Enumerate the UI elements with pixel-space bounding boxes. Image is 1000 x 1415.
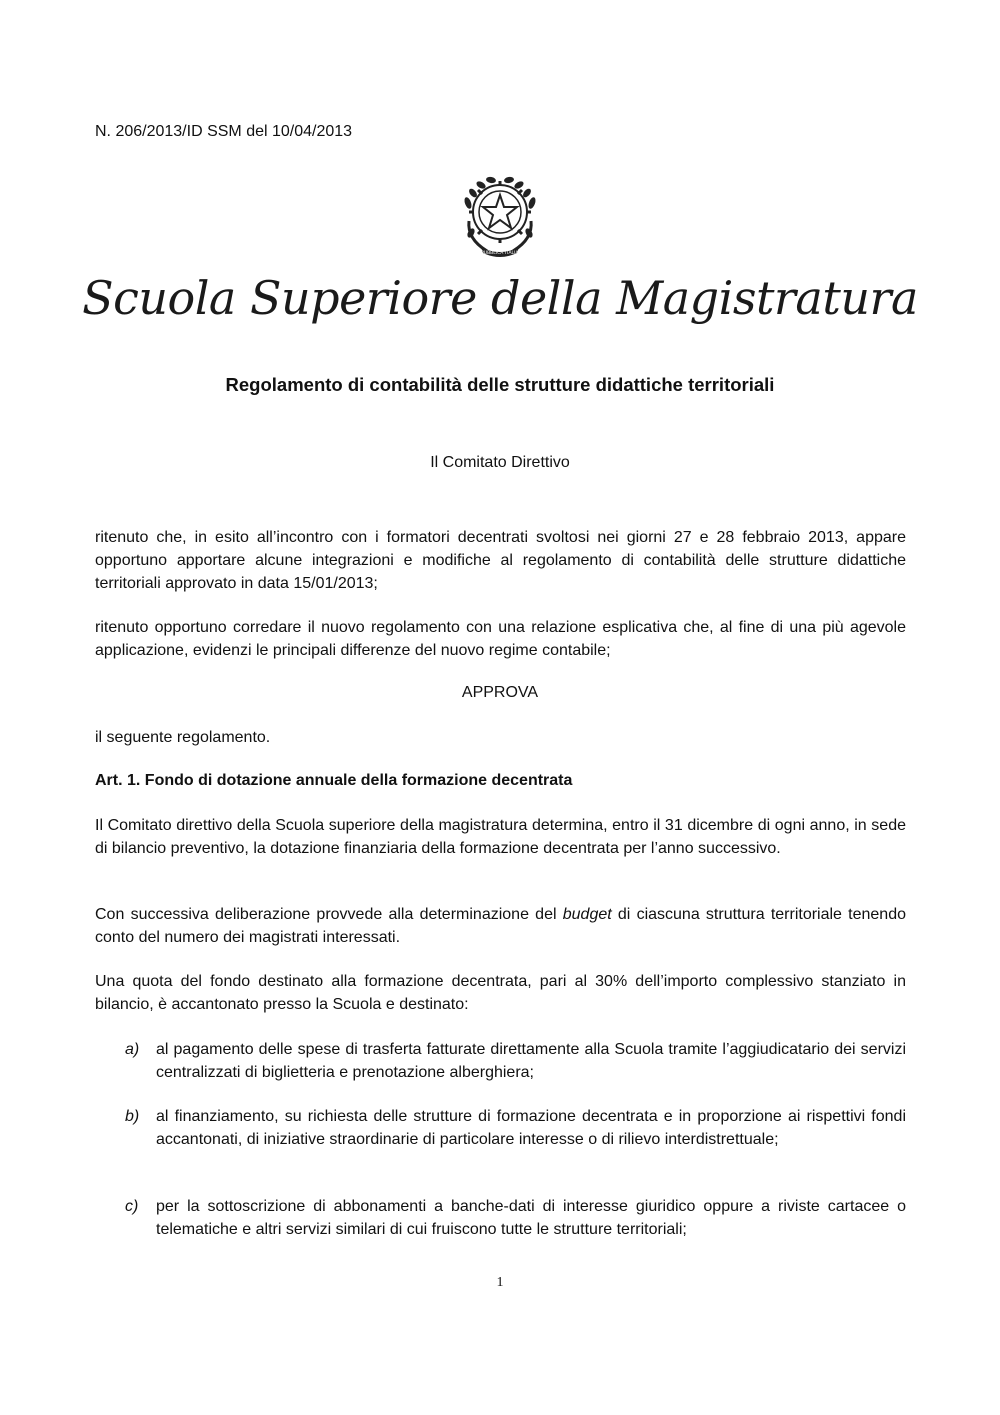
list-item-a	[125, 1038, 906, 1084]
list-item-c	[125, 1195, 906, 1241]
emblem-ribbon-text: REPUBBLICA ITALIANA	[475, 251, 525, 256]
article-heading: Art. 1. Fondo di dotazione annuale della formazione decentrata	[95, 772, 573, 789]
list-item-b	[125, 1105, 906, 1151]
article-paragraph-3: Una quota del fondo destinato alla formazione decentrata, pari al 30% dell’importo complessivo stanziato in bilancio, è accantonato presso la Scuola e destinato:	[95, 973, 906, 1013]
page-number: 1	[496, 1275, 504, 1290]
intro-line: il seguente regolamento.	[95, 729, 271, 746]
list-letter-a: a)	[125, 1041, 140, 1058]
list-text-c: per la sottoscrizione di abbonamenti a banche-dati di interesse giuridico oppure a riviste cartacee o telematiche e altri servizi similari di cui fruiscono tutte le strutture territoriali;	[156, 1198, 906, 1238]
list-text-b: al finanziamento, su richiesta delle strutture di formazione decentrata e in proporzione ai rispettivi fondi accantonati, di iniziative straordinarie di particolare interesse o di rilievo interdistrettuale;	[156, 1108, 906, 1148]
recital-1: ritenuto che, in esito all’incontro con i formatori decentrati svoltosi nei giorni 27 e 28 febbraio 2013, appare opportuno apportare alcune integrazioni e modifiche al regolamento di contabilità delle strutture didattiche territoriali approvato in data 15/01/2013;	[95, 529, 906, 592]
document-title: Regolamento di contabilità delle strutture didattiche territoriali	[225, 374, 775, 395]
issuer: Il Comitato Direttivo	[430, 454, 570, 471]
recital-2: ritenuto opportuno corredare il nuovo regolamento con una relazione esplicativa che, al fine di una più agevole applicazione, evidenzi le principali differenze del nuovo regime contabile;	[95, 619, 906, 659]
list-letter-b: b)	[125, 1108, 140, 1125]
list-text-a: al pagamento delle spese di trasferta fatturate direttamente alla Scuola tramite l’aggiudicatario dei servizi centralizzati di biglietteria e prenotazione alberghiera;	[156, 1041, 906, 1081]
school-name-wordmark: Scuola Superiore della Magistratura	[82, 271, 918, 325]
paragraph-2-text-start: Con successiva deliberazione provvede alla determinazione del	[95, 906, 563, 923]
protocol-number: N. 206/2013/ID SSM del 10/04/2013	[95, 123, 353, 140]
approval-heading: APPROVA	[461, 684, 539, 701]
article-paragraph-2	[95, 903, 906, 949]
list-letter-c: c)	[125, 1198, 139, 1215]
italian-republic-emblem-icon	[459, 173, 541, 259]
budget-emphasis: budget	[562, 906, 612, 923]
article-paragraph-1: Il Comitato direttivo della Scuola superiore della magistratura determina, entro il 31 dicembre di ogni anno, in sede di bilancio preventivo, la dotazione finanziaria della formazione decentrata per l’anno successivo.	[95, 817, 906, 857]
paragraph-2-text-end: di ciascuna struttura territoriale tenendo conto del numero dei magistrati interessati.	[95, 906, 907, 946]
